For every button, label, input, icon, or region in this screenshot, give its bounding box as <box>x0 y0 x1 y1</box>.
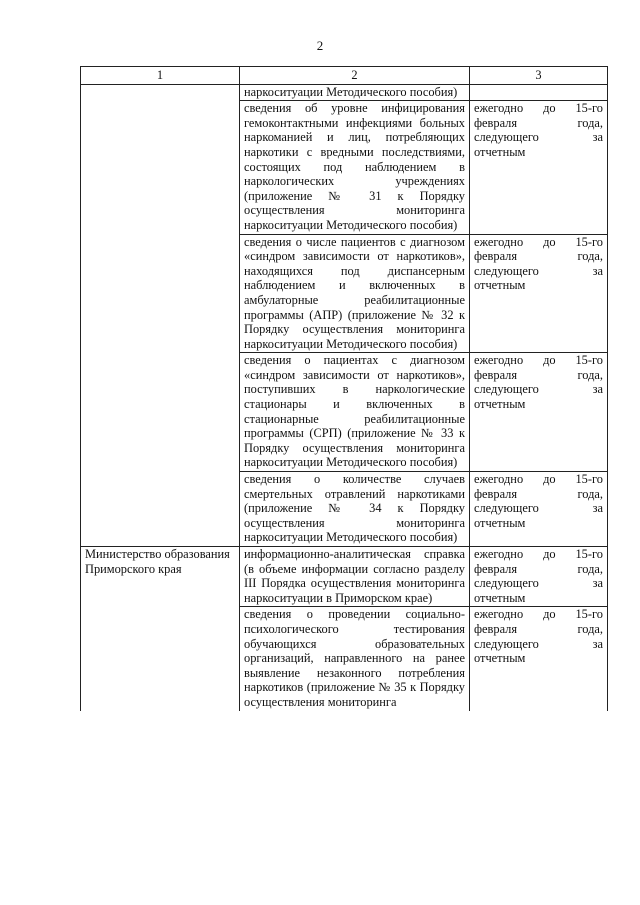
description-cell: информационно-аналитическая справка (в объеме информации согласно разделу III Порядка осуществления мониторинга наркоситуации в Приморском крае) <box>240 547 470 607</box>
table-row <box>81 607 608 711</box>
header-col-1: 1 <box>81 67 240 85</box>
deadline-cell <box>470 472 608 547</box>
deadline-word: февраля <box>474 249 518 264</box>
deadline-word: ежегодно <box>474 353 524 368</box>
deadline-word: ежегодно <box>474 234 524 249</box>
deadline-word: года, <box>577 561 603 576</box>
description-cell: сведения о количестве случаев смертельных отравлений наркотиками (приложение № 34 к Порядку осуществления мониторинга наркоситуации Методического пособия) <box>240 472 470 547</box>
org-cell <box>81 472 240 547</box>
deadline-cell <box>470 84 608 101</box>
deadline-word: 15-го <box>575 547 603 561</box>
deadline-word: 15-го <box>575 607 603 622</box>
table-row <box>81 353 608 472</box>
deadline-word: года, <box>577 486 603 501</box>
deadline-word: следующего <box>474 636 539 651</box>
org-cell <box>81 84 240 101</box>
deadline-word: отчетным <box>474 144 526 159</box>
org-cell <box>81 101 240 234</box>
header-col-2: 2 <box>240 67 470 85</box>
deadline-word: года, <box>577 115 603 130</box>
deadline-word: 15-го <box>575 472 603 487</box>
deadline-cell <box>470 353 608 472</box>
deadline-word: до <box>543 607 556 622</box>
deadline-word: февраля <box>474 367 518 382</box>
deadline-word: отчетным <box>474 651 526 666</box>
deadline-word: февраля <box>474 621 518 636</box>
deadline-word: за <box>592 501 603 516</box>
deadline-word: года, <box>577 249 603 264</box>
description-cell: сведения о пациентах с диагнозом «синдром зависимости от наркотиков», поступивших в наркологические стационары и включенных в стационарные реабилитационные программы (СРП) (приложение № 33 к Порядку осуществления мониторинга наркоситуации Методического пособия) <box>240 353 470 472</box>
description-cell: сведения о проведении социально-психологического тестирования обучающихся образовательных организаций, направленного на ранее выявление незаконного потребления наркотиков (приложение № 35 к Порядку осуществления мониторинга <box>240 607 470 711</box>
deadline-word: ежегодно <box>474 547 524 561</box>
deadline-word: до <box>543 472 556 487</box>
deadline-word: ежегодно <box>474 101 524 116</box>
description-cell: сведения о числе пациентов с диагнозом «синдром зависимости от наркотиков», находящихся под диспансерным наблюдением и включенных в амбулаторные реабилитационные программы (АПР) (приложение № 32 к Порядку осуществления мониторинга наркоситуации Методического пособия) <box>240 234 470 353</box>
deadline-word: 15-го <box>575 234 603 249</box>
table-row <box>81 547 608 607</box>
deadline-word: отчетным <box>474 397 526 412</box>
deadline-word: следующего <box>474 576 539 591</box>
deadline-word: следующего <box>474 263 539 278</box>
deadline-cell <box>470 547 608 607</box>
deadline-word: до <box>543 101 556 116</box>
deadline-word: за <box>592 576 603 591</box>
deadline-word: за <box>592 636 603 651</box>
deadline-word: ежегодно <box>474 607 524 622</box>
org-cell <box>81 607 240 711</box>
deadline-word: до <box>543 547 556 561</box>
deadline-word: отчетным <box>474 278 526 293</box>
deadline-word: февраля <box>474 486 518 501</box>
deadline-word: отчетным <box>474 590 526 605</box>
deadline-word: за <box>592 130 603 145</box>
description-cell: сведения об уровне инфицирования гемоконтактными инфекциями больных наркоманией и лиц, потребляющих наркотики с вредными последствиями, состоящих под наблюдением в наркологических учреждениях (приложение № 31 к Порядку осуществления мониторинга наркоситуации Методического пособия) <box>240 101 470 234</box>
org-cell <box>81 234 240 353</box>
deadline-word: за <box>592 382 603 397</box>
table-row <box>81 101 608 234</box>
deadline-word: 15-го <box>575 353 603 368</box>
deadline-word: следующего <box>474 382 539 397</box>
description-cell: наркоситуации Методического пособия) <box>240 84 470 101</box>
deadline-word: года, <box>577 621 603 636</box>
deadline-word: за <box>592 263 603 278</box>
header-col-3: 3 <box>470 67 608 85</box>
deadline-word: февраля <box>474 115 518 130</box>
deadline-word: отчетным <box>474 515 526 530</box>
page-number: 2 <box>316 38 324 53</box>
header-row <box>81 67 608 85</box>
table-row <box>81 84 608 101</box>
deadline-word: следующего <box>474 130 539 145</box>
deadline-word: до <box>543 353 556 368</box>
deadline-word: ежегодно <box>474 472 524 487</box>
deadline-cell <box>470 607 608 711</box>
org-cell <box>81 353 240 472</box>
monitoring-table <box>80 66 608 711</box>
deadline-word: февраля <box>474 561 518 576</box>
table-row <box>81 234 608 353</box>
org-cell: Министерство образования Приморского края <box>81 547 240 607</box>
deadline-cell <box>470 234 608 353</box>
deadline-word: года, <box>577 367 603 382</box>
deadline-word: до <box>543 234 556 249</box>
deadline-word: 15-го <box>575 101 603 116</box>
deadline-word: следующего <box>474 501 539 516</box>
table-row <box>81 472 608 547</box>
deadline-cell <box>470 101 608 234</box>
